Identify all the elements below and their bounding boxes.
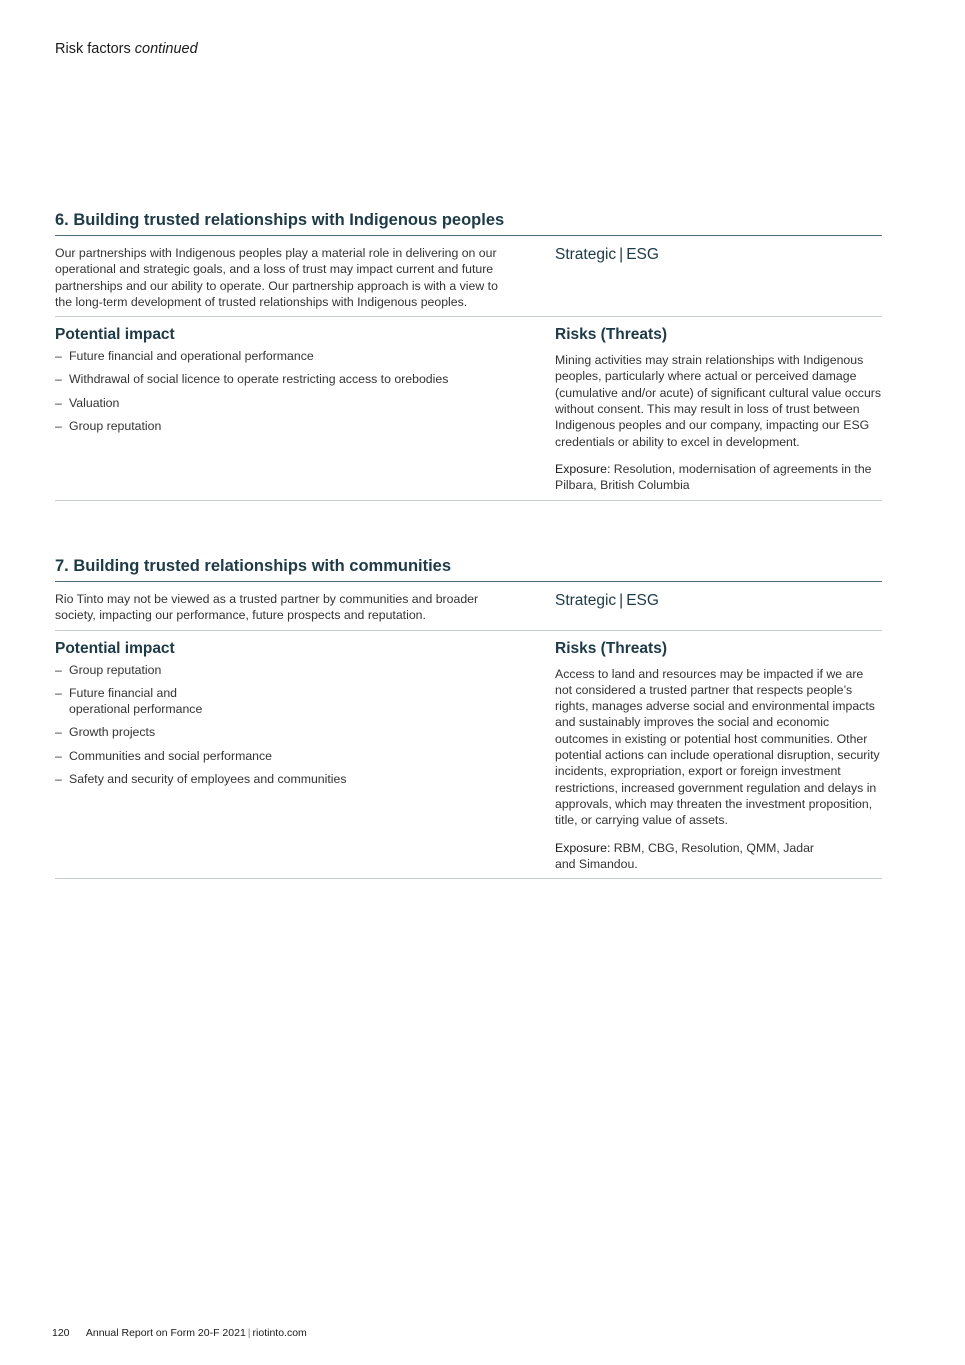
impact-item: – Future financial and operational performance xyxy=(55,685,517,718)
section-intro-row xyxy=(55,236,882,317)
tag-strategic: Strategic xyxy=(555,246,617,263)
section-detail-row xyxy=(55,317,882,500)
exposure-text: Resolution, modernisation of agreements in the Pilbara, British Columbia xyxy=(555,461,872,493)
impact-item: – Communities and social performance xyxy=(55,748,517,764)
page-footer: 120 Annual Report on Form 20-F 2021 | riotinto.com xyxy=(52,1327,307,1339)
potential-impact-title: Potential impact xyxy=(55,326,175,344)
tag-strategic: Strategic xyxy=(555,592,617,609)
exposure-text: RBM, CBG, Resolution, QMM, Jadar and Simandou. xyxy=(555,840,815,871)
risk-section-6 xyxy=(55,211,882,501)
potential-impact-column xyxy=(55,326,517,493)
report-name: Annual Report on Form 20-F 2021 xyxy=(85,1327,246,1339)
website-link[interactable]: riotinto.com xyxy=(252,1327,307,1339)
exposure-label: Exposure: xyxy=(555,840,611,855)
exposure-label: Exposure: xyxy=(555,461,611,476)
impact-list xyxy=(55,662,517,788)
impact-item: – Safety and security of employees and communities xyxy=(55,771,517,787)
potential-impact-column xyxy=(55,640,517,873)
section-intro: Our partnerships with Indigenous peoples play a material role in delivering on our operational and strategic goals, and a loss of trust may impact current and future partnerships and our ability to operate. Our partnership approach is with a view to the long-term development of trusted relationships with Indigenous peoples. xyxy=(55,246,498,309)
impact-item: – Group reputation xyxy=(55,662,517,678)
risks-text: Access to land and resources may be impacted if we are not considered a trusted partner that respects people’s rights, manages adverse social and environmental impacts and sustainably improves the social and economic outcomes in existing or potential host communities. Other potential actions can include operational disruption, security incidents, expropriation, export or foreign investment restrictions, increased government regulation and delays in approvals, which may threaten the investment proposition, title, or carrying value of assets. xyxy=(555,666,880,828)
risk-category-tag: Strategic | ESG xyxy=(555,246,659,263)
impact-item: – Valuation xyxy=(55,395,517,411)
section-title: 6. Building trusted relationships with Indigenous peoples xyxy=(55,211,882,236)
header-title: Risk factors xyxy=(55,41,131,57)
impact-list xyxy=(55,348,517,434)
running-header xyxy=(55,41,198,57)
risks-title: Risks (Threats) xyxy=(555,639,667,657)
risks-column xyxy=(555,640,882,873)
risks-text: Mining activities may strain relationships with Indigenous peoples, particularly where actual or perceived damage (cumulative and/or acute) of significant cultural value occurs without consent. This may result in loss of trust between Indigenous peoples and our company, impacting our ESG credentials or ability to excel in development. xyxy=(555,353,882,449)
section-title: 7. Building trusted relationships with communities xyxy=(55,557,882,582)
exposure xyxy=(555,461,882,494)
tag-esg: ESG xyxy=(626,592,659,609)
impact-item: – Withdrawal of social licence to operate restricting access to orebodies xyxy=(55,371,517,387)
impact-item: – Growth projects xyxy=(55,724,517,740)
tag-esg: ESG xyxy=(626,246,659,263)
risks-column xyxy=(555,326,882,493)
page-number: 120 xyxy=(52,1327,70,1339)
section-intro-row xyxy=(55,582,882,631)
section-detail-row xyxy=(55,631,882,880)
header-title-suffix: continued xyxy=(134,41,198,57)
impact-item: – Group reputation xyxy=(55,418,517,434)
potential-impact-title: Potential impact xyxy=(55,639,175,657)
exposure xyxy=(555,840,882,873)
impact-item: – Future financial and operational performance xyxy=(55,348,517,364)
risk-section-7 xyxy=(55,557,882,879)
section-intro: Rio Tinto may not be viewed as a trusted partner by communities and broader society, impacting our performance, future prospects and reputation. xyxy=(55,592,479,623)
risk-category-tag: Strategic | ESG xyxy=(555,592,659,609)
risks-title: Risks (Threats) xyxy=(555,326,667,344)
